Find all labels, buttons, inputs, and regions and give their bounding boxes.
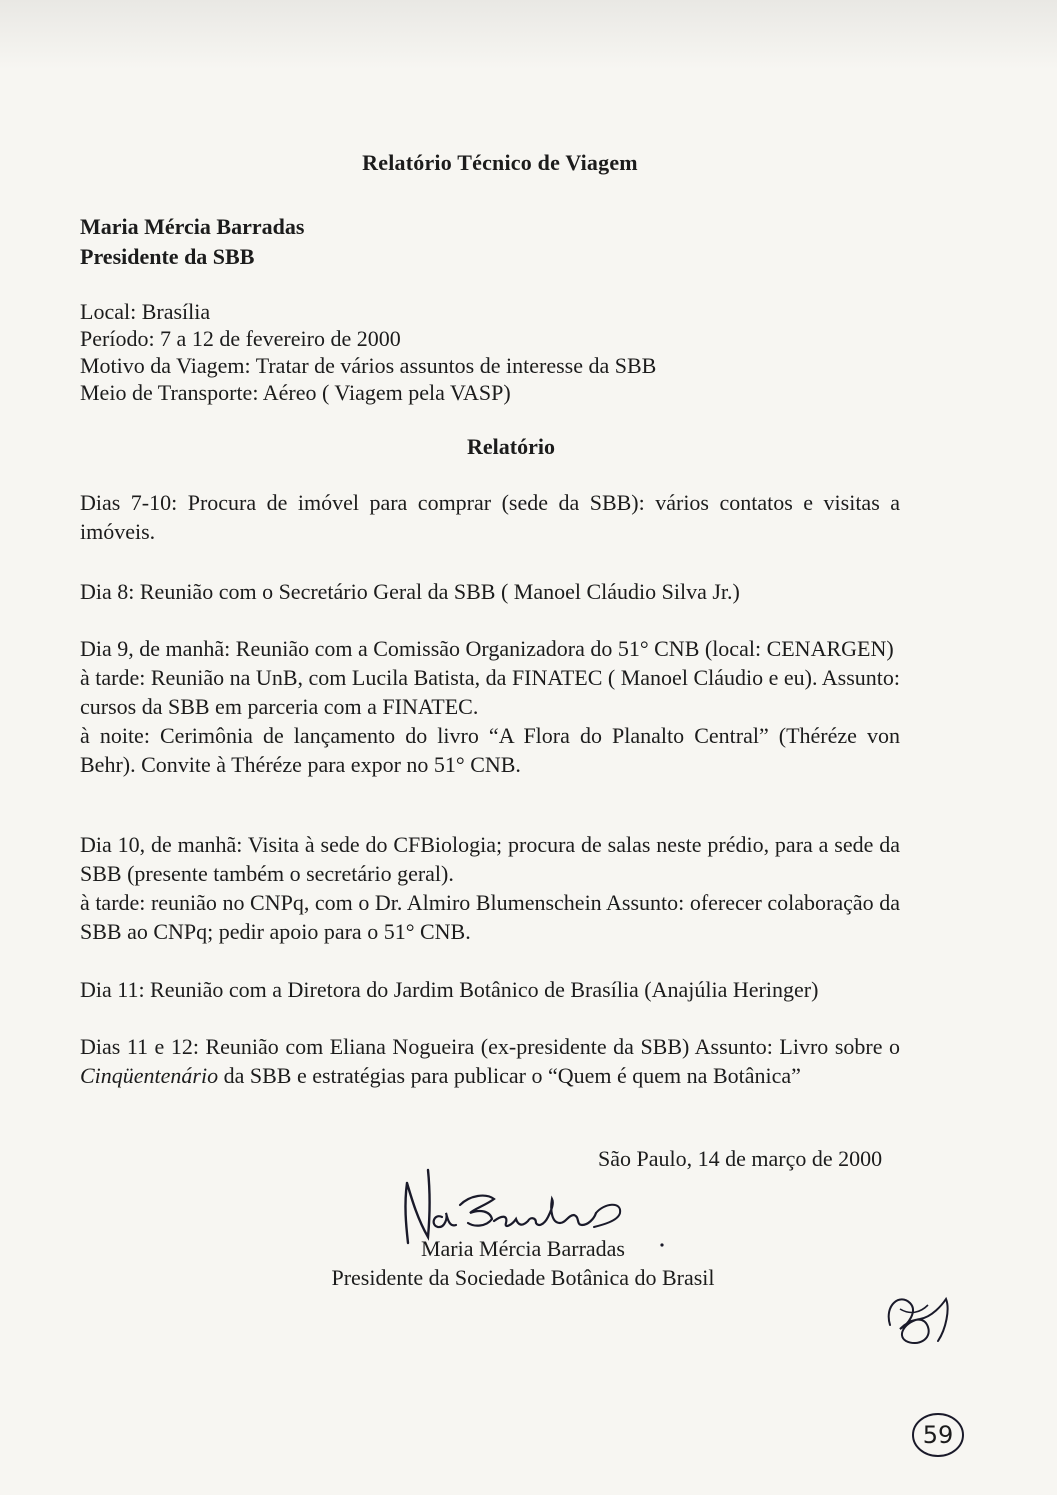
entry-day-11: [80, 975, 900, 1004]
meta-purpose: Motivo da Viagem: Tratar de vários assuntos de interesse da SBB: [80, 353, 657, 378]
entry-text: Dia 8: Reunião com o Secretário Geral da SBB ( Manoel Cláudio Silva Jr.): [80, 579, 740, 604]
page-number-text: 59: [922, 1421, 954, 1449]
entry-days-7-10: [80, 488, 900, 546]
page-number: [908, 1410, 968, 1460]
entry-text: Dia 9, de manhã: Reunião com a Comissão Organizadora do 51° CNB (local: CENARGEN): [80, 636, 894, 661]
entry-text: à noite: Cerimônia de lançamento do livro “A Flora do Planalto Central” (Théréze von Behr). Convite à Théréze para expor no 51° CNB.: [80, 723, 900, 777]
signer-role: Presidente da Sociedade Botânica do Brasil: [331, 1265, 715, 1290]
handwritten-initials: [880, 1285, 955, 1350]
document-title: Relatório Técnico de Viagem: [362, 150, 638, 175]
signer-name: Maria Mércia Barradas: [420, 1236, 625, 1261]
place-date: São Paulo, 14 de março de 2000: [598, 1146, 883, 1171]
entry-days-11-12: [80, 1032, 900, 1090]
meta-transport: Meio de Transporte: Aéreo ( Viagem pela VASP): [80, 380, 511, 405]
entry-day-10: [80, 830, 900, 946]
meta-period: Período: 7 a 12 de fevereiro de 2000: [80, 326, 401, 351]
entry-text: à tarde: reunião no CNPq, com o Dr. Almiro Blumenschein Assunto: oferecer colaboração da SBB ao CNPq; pedir apoio para o 51° CNB.: [80, 890, 900, 944]
entry-day-8: [80, 577, 900, 606]
scan-shadow: [0, 0, 1057, 70]
entry-text: à tarde: Reunião na UnB, com Lucila Batista, da FINATEC ( Manoel Cláudio e eu). Assunto: cursos da SBB em parceria com a FINATEC.: [80, 665, 900, 719]
author-role: Presidente da SBB: [80, 244, 255, 269]
meta-local: Local: Brasília: [80, 299, 211, 324]
author-name: Maria Mércia Barradas: [80, 214, 305, 239]
entry-text: Dias 7-10: Procura de imóvel para comprar (sede da SBB): vários contatos e visitas a imóveis.: [80, 490, 900, 544]
entry-day-9: [80, 634, 900, 779]
entry-text: [80, 1032, 900, 1090]
trip-metadata: [80, 298, 656, 406]
entry-text: Dia 10, de manhã: Visita à sede do CFBiologia; procura de salas neste prédio, para a sede da SBB (presente também o secretário geral).: [80, 832, 900, 886]
author-block: [80, 212, 304, 272]
entry-text: Dia 11: Reunião com a Diretora do Jardim Botânico de Brasília (Anajúlia Heringer): [80, 977, 819, 1002]
entry-text-part: da SBB e estratégias para publicar o “Quem é quem na Botânica”: [218, 1063, 801, 1088]
entry-text-italic: Cinqüentenário: [80, 1063, 219, 1088]
entry-text-part: Dias 11 e 12: Reunião com Eliana Nogueira (ex-presidente da SBB) Assunto: Livro sobre o: [80, 1034, 900, 1059]
section-title: Relatório: [467, 434, 555, 459]
